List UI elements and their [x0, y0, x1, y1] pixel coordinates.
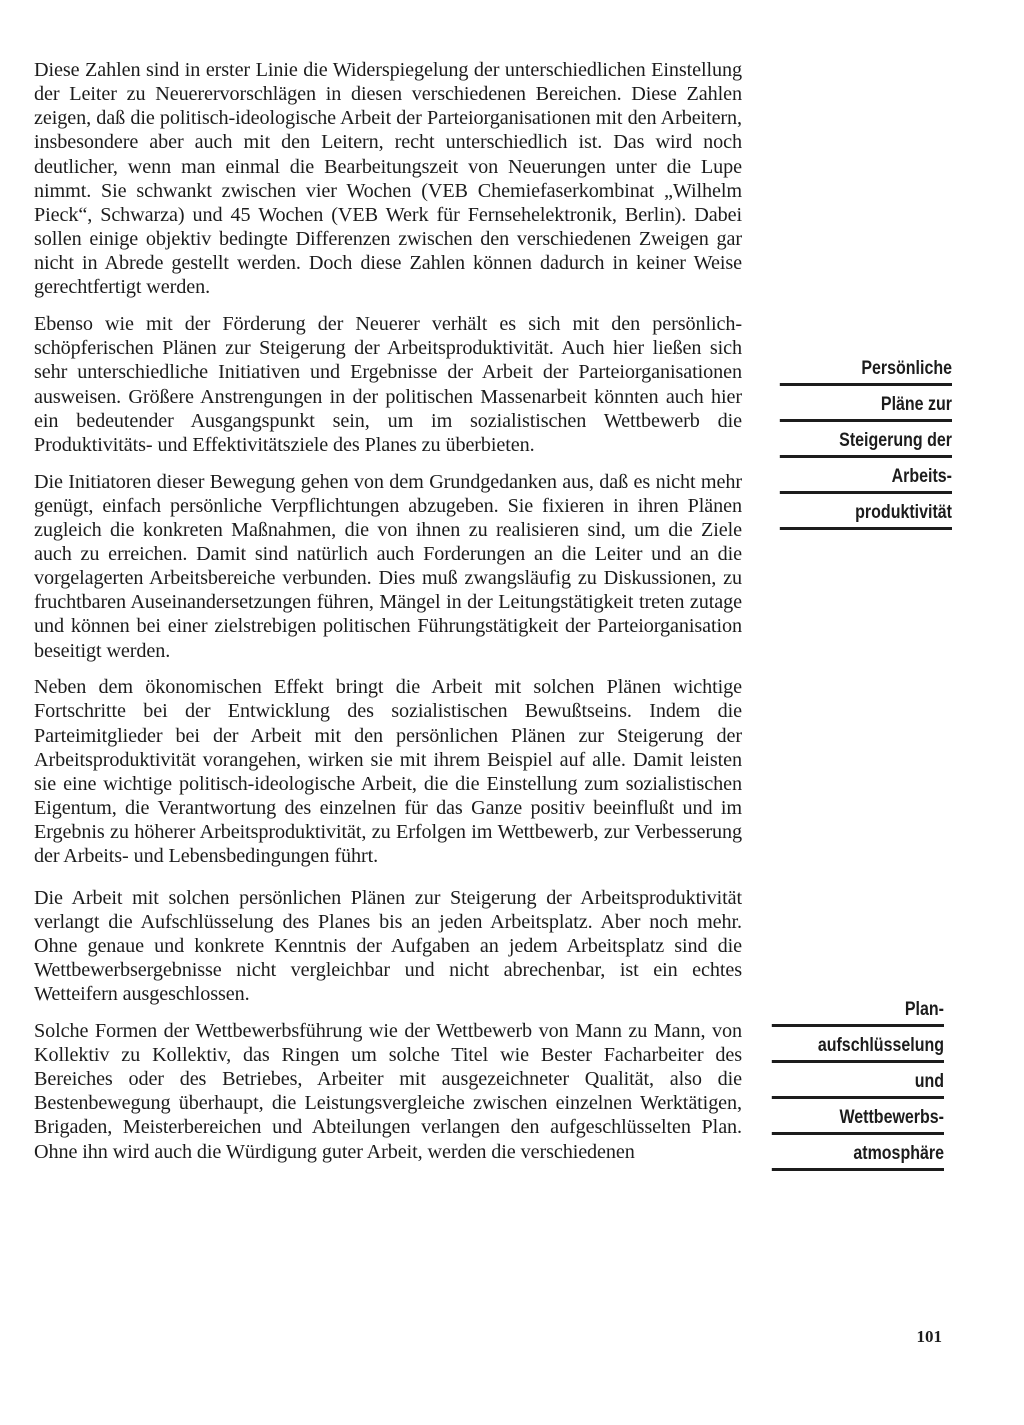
- margin-heading-line: Pläne zur: [780, 393, 952, 422]
- margin-heading-line: Arbeits-: [780, 465, 952, 494]
- body-text-column: [34, 58, 742, 1176]
- margin-heading-line: Persönliche: [780, 357, 952, 386]
- paragraph-2: Ebenso wie mit der Förderung der Neuerer verhält es sich mit den persönlich-schöpferischen Plänen zur Steigerung der Arbeitsproduktivität. Auch hier ließen sich sehr unterschiedliche Initiativen und Ergebnisse der Arbeit der Parteiorganisationen ausweisen. Größere Anstrengungen in der politischen Massenarbeit könnten auch hier ein bedeutender Ausgangspunkt sein, um im sozialistischen Wettbewerb die Produktivitäts- und Effektivitätsziele des Planes zu überbieten.: [34, 313, 742, 456]
- paragraph-3: Die Initiatoren dieser Bewegung gehen von dem Grundgedanken aus, daß es nicht mehr genügt, einfach persönliche Verpflichtungen abzugeben. Sie fixieren in ihren Plänen zugleich die konkreten Maßnahmen, die von ihnen zu realisieren sind, um die Ziele auch zu erreichen. Damit sind natürlich auch Forderungen an die Leiter und an die vorgelagerten Arbeitsbereiche verbunden. Dies muß zwangsläufig zu Diskussionen, zu fruchtbaren Auseinandersetzungen führen, Mängel in der Leitungstätigkeit treten zutage und können bei einer zielstrebigen politischen Führungstätigkeit der Parteiorganisation beseitigt werden.: [34, 470, 742, 662]
- paragraph-6: Solche Formen der Wettbewerbsführung wie der Wettbewerb von Mann zu Mann, von Kollektiv zu Kollektiv, das Ringen um solche Titel wie Bester Facharbeiter des Bereiches oder des Betriebes, Arbeiter mit ausgezeichneter Qualität, also die Bestenbewegung überhaupt, die Leistungsvergleiche zwischen einzelnen Werktätigen, Brigaden, Meisterbereichen und Abteilungen verlangen den aufgeschlüsselten Plan. Ohne ihn wird auch die Würdigung guter Arbeit, werden die verschiedenen: [34, 1019, 742, 1163]
- margin-heading-line: atmosphäre: [772, 1142, 944, 1171]
- margin-heading-line: Steigerung der: [780, 429, 952, 458]
- margin-heading-line: Wettbewerbs-: [772, 1106, 944, 1135]
- paragraph-5: Die Arbeit mit solchen persönlichen Plänen zur Steigerung der Arbeitsproduktivität verlangt die Aufschlüsselung des Planes bis an jeden Arbeitsplatz. Aber noch mehr. Ohne genaue und konkrete Kenntnis der Aufgaben an jedem Arbeitsplatz sind die Wettbewerbsergebnisse nicht vergleichbar und nicht abrechenbar, ist ein echtes Wetteifern ausgeschlossen.: [34, 886, 742, 1006]
- margin-heading-productivity-plans: [780, 357, 952, 537]
- margin-heading-line: Plan-: [772, 998, 944, 1027]
- paragraph-4: Neben dem ökonomischen Effekt bringt die Arbeit mit solchen Plänen wichtige Fortschritte bei der Entwicklung des sozialistischen Bewußtseins. Indem die Parteimitglieder bei der Arbeit mit den persönlichen Plänen zur Steigerung der Arbeitsproduktivität vorangehen, wirken sie mit ihrem Beispiel auf alle. Damit leisten sie eine wichtige politisch-ideologische Arbeit, die die Einstellung zum sozialistischen Eigentum, die Verantwortung des einzelnen für das Ganze positiv beeinflußt und im Ergebnis zu höherer Arbeitsproduktivität, zu Erfolgen im Wettbewerb, zur Verbesserung der Arbeits- und Lebensbedingungen führt.: [34, 676, 742, 868]
- paragraph-1: Diese Zahlen sind in erster Linie die Widerspiegelung der unterschiedlichen Einstellung der Leiter zu Neuerervorschlägen in diesen verschiedenen Bereichen. Diese Zahlen zeigen, daß die politisch-ideologische Arbeit der Parteiorganisationen mit den Arbeitern, insbesondere aber auch mit den Leitern, recht unterschiedlich ist. Das wird noch deutlicher, wenn man einmal die Bearbeitungszeit von Neuerungen unter die Lupe nimmt. Sie schwankt zwischen vier Wochen (VEB Chemiefaserkombinat „Wilhelm Pieck“, Schwarza) und 45 Wochen (VEB Werk für Fernsehelektronik, Berlin). Dabei sollen einige objektiv bedingte Differenzen zwischen den verschiedenen Zweigen gar nicht in Abrede gestellt werden. Doch diese Zahlen können dadurch in keiner Weise gerechtfertigt werden.: [34, 59, 742, 299]
- margin-heading-line: aufschlüsselung: [772, 1034, 944, 1063]
- margin-heading-line: und: [772, 1070, 944, 1099]
- page-number: 101: [916, 1327, 942, 1346]
- margin-heading-plan-breakdown: [772, 998, 944, 1178]
- margin-heading-line: produktivität: [780, 501, 952, 530]
